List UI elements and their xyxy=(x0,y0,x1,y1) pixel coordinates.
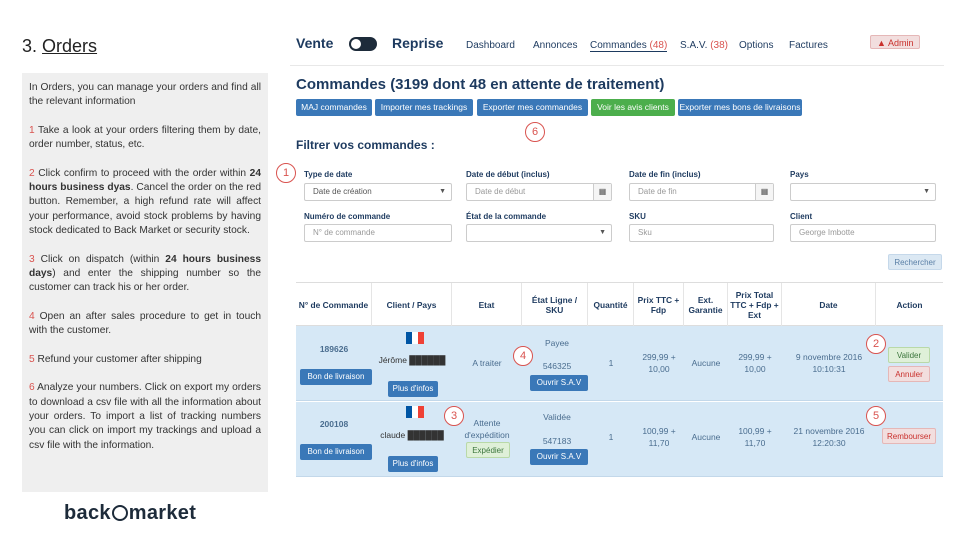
order-state: A traiter xyxy=(472,358,502,368)
step-6: 6 Analyze your numbers. Click on export my orders to download a csv file with all the information about your orders. To import a list of tracking numbers you can click on import my trackings and upload a csv file with the information. xyxy=(29,382,261,451)
end-date-label: Date de fin (inclus) xyxy=(629,170,701,179)
caret-down-icon: ▼ xyxy=(923,188,930,195)
col-line-state-sku: État Ligne / SKU xyxy=(522,283,588,327)
client-name: claude ██████ xyxy=(380,430,444,440)
slide-title-text: Orders xyxy=(42,36,98,56)
refund-button[interactable]: Rembourser xyxy=(882,428,936,444)
filter-heading: Filtrer vos commandes : xyxy=(296,138,435,152)
date-type-select[interactable]: Date de création ▼ xyxy=(304,183,452,201)
slide-title xyxy=(22,36,97,57)
price-line-1: 100,99 + xyxy=(642,426,676,436)
logo-circle-icon xyxy=(112,505,128,521)
order-state-line-1: Attente xyxy=(473,418,501,428)
brand-reprise[interactable]: Reprise xyxy=(392,35,444,51)
calendar-icon[interactable]: ▦ xyxy=(755,184,773,200)
app-window xyxy=(290,26,944,478)
price-line-2: 11,70 xyxy=(648,438,670,448)
brand-vente[interactable]: Vente xyxy=(296,35,334,51)
update-orders-button[interactable]: MAJ commandes xyxy=(296,99,372,116)
col-state: Etat xyxy=(452,283,522,327)
status-select[interactable] xyxy=(466,224,612,242)
warranty: Aucune xyxy=(691,358,721,368)
order-number-input[interactable]: N° de commande xyxy=(304,224,452,242)
sku-value: 547183 xyxy=(542,436,572,446)
top-navigation xyxy=(290,26,944,66)
col-total-price: Prix Total TTC + Fdp + Ext xyxy=(728,283,782,327)
export-delivery-notes-button[interactable]: Exporter mes bons de livraisons xyxy=(678,99,802,116)
order-number[interactable]: 200108 xyxy=(319,419,349,429)
admin-button[interactable]: ▲ Admin xyxy=(870,35,920,49)
nav-factures[interactable]: Factures xyxy=(789,40,828,51)
nav-commandes[interactable]: Commandes (48) xyxy=(590,40,668,51)
slide-number: 3. xyxy=(22,36,38,56)
price-line-1: 299,99 + xyxy=(642,352,676,362)
open-sav-button[interactable]: Ouvrir S.A.V xyxy=(530,449,588,465)
start-date-input[interactable]: Date de début ▦ xyxy=(466,183,612,201)
col-date: Date xyxy=(782,283,876,327)
col-price: Prix TTC + Fdp xyxy=(634,283,684,327)
total-line-1: 299,99 + xyxy=(738,352,772,362)
nav-annonces[interactable]: Annonces xyxy=(533,40,578,51)
step-5: 5 Refund your customer after shipping xyxy=(29,353,202,365)
step-1: 1 Take a look at your orders filtering them by date, order number, status, etc. xyxy=(29,124,261,151)
col-quantity: Quantité xyxy=(588,283,634,327)
callout-1: 1 xyxy=(276,163,296,183)
callout-5: 5 xyxy=(866,406,886,426)
sku-value: 546325 xyxy=(542,361,572,371)
col-client-country: Client / Pays xyxy=(372,283,452,327)
intro-text: In Orders, you can manage your orders and find all the relevant information xyxy=(29,82,261,108)
caret-down-icon: ▼ xyxy=(439,188,446,195)
step-3: 3 Click on dispatch (within 24 hours business days) and enter the shipping number so the customer can track his or her order. xyxy=(29,253,261,294)
step-2: 2 Click confirm to proceed with the order within 24 hours business dyas. Cancel the order on the red button. Remember, a high refund rate will affect your performance, avoid stock problems by having stock dedicated to Back Market or security stock. xyxy=(29,167,262,237)
callout-3: 3 xyxy=(444,406,464,426)
table-row xyxy=(296,402,943,477)
export-orders-button[interactable]: Exporter mes commandes xyxy=(477,99,588,116)
total-line-1: 100,99 + xyxy=(738,426,772,436)
date-type-label: Type de date xyxy=(304,170,353,179)
warning-icon: ▲ xyxy=(877,38,886,48)
orders-table-header xyxy=(296,282,943,326)
sku-input[interactable]: Sku xyxy=(629,224,774,242)
col-action: Action xyxy=(896,300,923,310)
callout-4: 4 xyxy=(513,346,533,366)
caret-down-icon: ▼ xyxy=(599,229,606,236)
end-date-input[interactable]: Date de fin ▦ xyxy=(629,183,774,201)
client-name: Jérôme ██████ xyxy=(378,355,446,365)
order-state-line-2: d'expédition xyxy=(464,430,510,440)
date-line-1: 9 novembre 2016 xyxy=(795,352,863,362)
open-sav-button[interactable]: Ouvrir S.A.V xyxy=(530,375,588,391)
client-input[interactable]: George Imbotte xyxy=(790,224,936,242)
start-date-label: Date de début (inclus) xyxy=(466,170,550,179)
date-line-2: 10:10:31 xyxy=(812,364,846,374)
import-trackings-button[interactable]: Importer mes trackings xyxy=(375,99,473,116)
warranty: Aucune xyxy=(691,432,721,442)
more-info-button[interactable]: Plus d'infos xyxy=(388,456,438,472)
sku-label: SKU xyxy=(629,212,646,221)
status-label: État de la commande xyxy=(466,212,547,221)
total-line-2: 10,00 xyxy=(744,364,766,374)
date-line-2: 12:20:30 xyxy=(812,438,846,448)
quantity: 1 xyxy=(608,358,614,368)
col-warranty: Ext. Garantie xyxy=(684,283,728,327)
delivery-note-button[interactable]: Bon de livraison xyxy=(300,444,372,460)
mode-toggle[interactable] xyxy=(349,37,377,51)
search-button[interactable]: Rechercher xyxy=(888,254,942,270)
price-line-2: 10,00 xyxy=(648,364,670,374)
order-number-label: Numéro de commande xyxy=(304,212,391,221)
quantity: 1 xyxy=(608,432,614,442)
france-flag-icon xyxy=(406,332,424,344)
order-number[interactable]: 189626 xyxy=(319,344,349,354)
line-state: Validée xyxy=(543,412,571,422)
callout-6: 6 xyxy=(525,122,545,142)
country-select[interactable] xyxy=(790,183,936,201)
calendar-icon[interactable]: ▦ xyxy=(593,184,611,200)
line-state: Payee xyxy=(544,338,570,348)
validate-button[interactable]: Valider xyxy=(888,347,930,363)
table-row xyxy=(296,326,943,401)
step-4: 4 Open an after sales procedure to get in touch with the customer. xyxy=(29,310,261,337)
more-info-button[interactable]: Plus d'infos xyxy=(388,381,438,397)
col-order-number: N° de Commande xyxy=(296,283,372,327)
ship-button[interactable]: Expédier xyxy=(466,442,510,458)
delivery-note-button[interactable]: Bon de livraison xyxy=(300,369,372,385)
view-reviews-button[interactable]: Voir les avis clients xyxy=(591,99,675,116)
instruction-panel xyxy=(22,73,268,492)
page-heading: Commandes (3199 dont 48 en attente de traitement) xyxy=(296,76,665,93)
backmarket-logo: back market xyxy=(64,502,197,524)
nav-dashboard[interactable]: Dashboard xyxy=(466,40,515,51)
cancel-button[interactable]: Annuler xyxy=(888,366,930,382)
client-label: Client xyxy=(790,212,813,221)
toggle-knob xyxy=(351,39,361,49)
country-label: Pays xyxy=(790,170,809,179)
nav-options[interactable]: Options xyxy=(739,40,774,51)
france-flag-icon xyxy=(406,406,424,418)
callout-2: 2 xyxy=(866,334,886,354)
nav-sav[interactable]: S.A.V. (38) xyxy=(680,40,729,51)
total-line-2: 11,70 xyxy=(744,438,766,448)
date-line-1: 21 novembre 2016 xyxy=(793,426,865,436)
